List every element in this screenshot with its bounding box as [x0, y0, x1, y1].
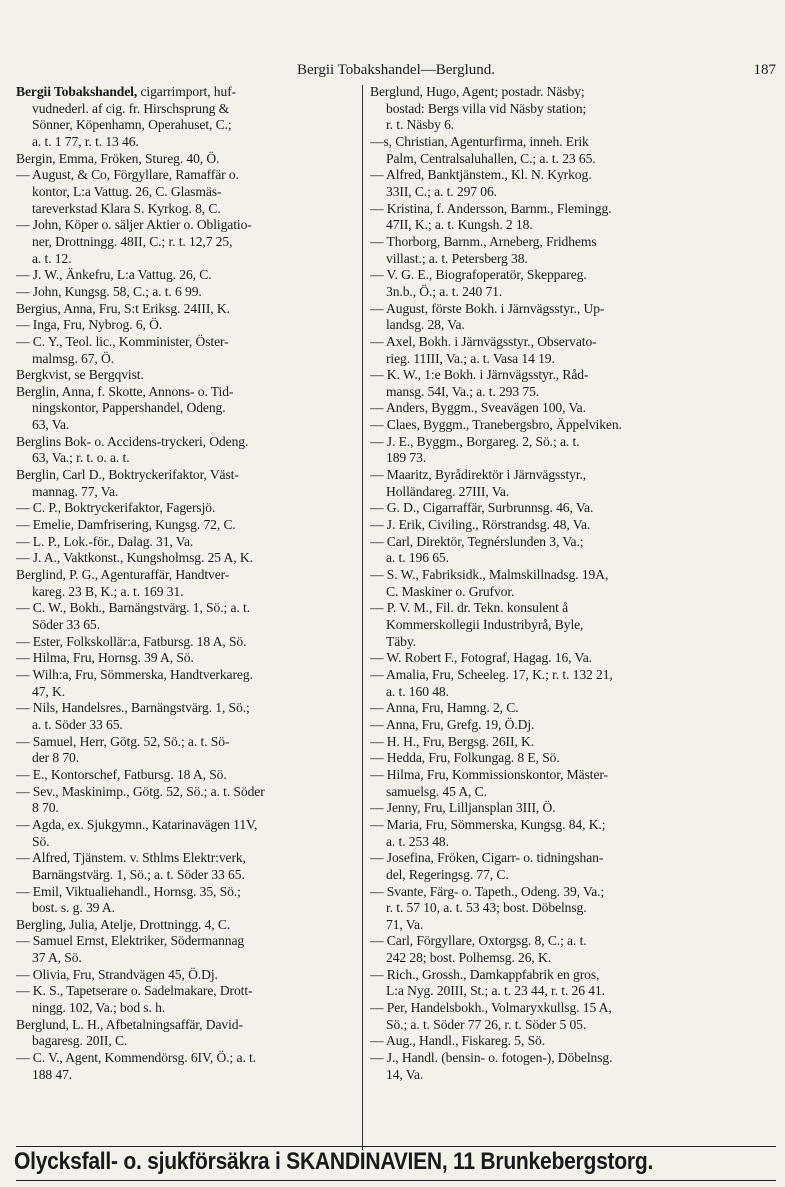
entry-line: — Per, Handelsbokh., Volmaryxkullsg. 15 A, — [370, 1000, 612, 1016]
entry-continuation-line: Söder 33 65. — [32, 617, 100, 632]
entry-line: — C. Y., Teol. lic., Komminister, Öster- — [16, 333, 229, 349]
entry-line — [16, 84, 372, 101]
entry-continuation-line: kontor, L:a Vattug. 26, C. Glasmäs- — [32, 183, 222, 199]
entry-line: — Agda, ex. Sjukgymn., Katarinavägen 11V, — [16, 816, 258, 832]
entry-continuation-line: malmsg. 67, Ö. — [32, 350, 115, 366]
entry-line: — August, & Co, Förgyllare, Ramaffär o. — [16, 167, 239, 183]
entry-line: — Axel, Bokh. i Järnvägsstyr., Observato- — [370, 333, 597, 349]
entry-continuation-line: bagaresg. 20II, C. — [32, 1033, 128, 1049]
entry-line: — J. W., Änkefru, L:a Vattug. 26, C. — [16, 267, 212, 283]
entry-line: — L. P., Lok.-för., Dalag. 31, Va. — [16, 533, 194, 549]
entry-continuation-line: Sönner, Köpenhamn, Operahuset, C.; — [32, 117, 232, 133]
entry-continuation-line: tareverkstad Klara S. Kyrkog. 8, C. — [32, 200, 221, 216]
entry-line: — K. W., 1:e Bokh. i Järnvägsstyr., Råd- — [370, 367, 589, 383]
entry-line: — Carl, Förgyllare, Oxtorgsg. 8, C.; a. t. — [370, 933, 587, 949]
entry-line: — Aug., Handl., Fiskareg. 5, Sö. — [370, 1033, 546, 1049]
entry-line: Berglin, Anna, f. Skotte, Annons- o. Tid- — [16, 383, 234, 399]
entry-line: — Rich., Grossh., Damkappfabrik en gros, — [370, 966, 600, 982]
entry-continuation-line: ningg. 102, Va.; bod s. h. — [32, 1000, 166, 1016]
entry-line: — K. S., Tapetserare o. Sadelmakare, Drott- — [16, 983, 253, 999]
entry-line: Berglin, Carl D., Boktryckerifaktor, Väst- — [16, 467, 239, 483]
entry-continuation-line: Holländareg. 27III, Va. — [386, 483, 510, 499]
entry-continuation-line: 47, K. — [32, 683, 66, 699]
entry-line: — W. Robert F., Fotograf, Hagag. 16, Va. — [370, 650, 592, 666]
entry-line: — Josefina, Fröken, Cigarr- o. tidningshan- — [370, 850, 604, 866]
entry-line: — C. W., Bokh., Barnängstvärg. 1, Sö.; a. t. — [16, 600, 250, 616]
entry-line: Berglind, P. G., Agenturaffär, Handtver- — [16, 567, 230, 583]
entry-continuation-line: r. t. Näsby 6. — [386, 117, 455, 133]
entry-line: — Hedda, Fru, Folkungag. 8 E, Sö. — [370, 750, 560, 766]
entry-continuation-line: Palm, Centralsaluhallen, C.; a. t. 23 65. — [386, 150, 596, 166]
entry-line: — Inga, Fru, Nybrog. 6, Ö. — [16, 317, 163, 333]
entry-line: — V. G. E., Biografoperatör, Skeppareg. — [370, 267, 587, 283]
entry-continuation-line: ner, Drottningg. 48II, C.; r. t. 12,7 25, — [32, 233, 233, 249]
entry-line: — Alfred, Banktjänstem., Kl. N. Kyrkog. — [370, 167, 592, 183]
entry-line: — Anna, Fru, Hamng. 2, C. — [370, 700, 519, 716]
entry-continuation-line: L:a Nyg. 20III, St.; a. t. 23 44, r. t. 26 41. — [386, 983, 605, 999]
entry-line: — Svante, Färg- o. Tapeth., Odeng. 39, Va.; — [370, 883, 605, 899]
entry-line: Bergling, Julia, Atelje, Drottningg. 4, C. — [16, 916, 231, 932]
entry-continuation-line: bostad: Bergs villa vid Näsby station; — [386, 100, 587, 116]
entry-line: — Emelie, Damfrisering, Kungsg. 72, C. — [16, 517, 236, 533]
entry-continuation-line: 47II, K.; a. t. Kungsh. 2 18. — [386, 217, 533, 233]
entry-line: — Claes, Byggm., Tranebergsbro, Äppelviken. — [370, 417, 622, 433]
entry-continuation-line: samuelsg. 45 A, C. — [386, 783, 487, 799]
entry-continuation-line: 63, Va.; r. t. o. a. t. — [32, 450, 130, 466]
entry-continuation-line: 37 A, Sö. — [32, 950, 82, 966]
entry-continuation-line: 189 73. — [386, 450, 427, 466]
footer-rule-top — [16, 1146, 776, 1147]
entry-line: — H. H., Fru, Bergsg. 26II, K. — [370, 733, 535, 749]
entry-line: — John, Köper o. säljer Aktier o. Obligatio- — [16, 217, 252, 233]
entry-continuation-line: mansg. 54I, Va.; a. t. 293 75. — [386, 383, 540, 399]
entry-line: — J. E., Byggm., Borgareg. 2, Sö.; a. t. — [370, 433, 580, 449]
entry-line: — Ester, Folkskollär:a, Fatbursg. 18 A, Sö. — [16, 633, 247, 649]
entry-line: Bergkvist, se Bergqvist. — [16, 367, 144, 383]
entry-continuation-line: Barnängstvärg. 1, Sö.; a. t. Söder 33 65. — [32, 866, 245, 882]
entry-continuation-line: a. t. 196 65. — [386, 550, 449, 566]
entry-continuation-line: Sö.; a. t. Söder 77 26, r. t. Söder 5 05. — [386, 1016, 587, 1032]
entry-line: — Nils, Handelsres., Barnängstvärg. 1, Sö.; — [16, 700, 250, 716]
entry-continuation-line: Sö. — [32, 833, 50, 849]
entry-continuation-line: C. Maskiner o. Grufvor. — [386, 583, 515, 599]
entry-continuation-line: bost. s. g. 39 A. — [32, 900, 115, 916]
right-column — [370, 84, 768, 1083]
entry-continuation-line: r. t. 57 10, a. t. 53 43; bost. Döbelnsg. — [386, 900, 587, 916]
page-header — [16, 62, 776, 86]
footer-advertisement: Olycksfall- o. sjukförsäkra i SKANDINAVIEN, 11 Brunkebergstorg. — [14, 1148, 654, 1175]
entry-line: — C. V., Agent, Kommendörsg. 6IV, Ö.; a. t. — [16, 1050, 257, 1066]
entry-continuation-line: 33II, C.; a. t. 297 06. — [386, 183, 497, 199]
entry-line: — P. V. M., Fil. dr. Tekn. konsulent å — [370, 600, 569, 616]
left-column — [16, 84, 372, 1083]
entry-line: — J. Erik, Civiling., Rörstrandsg. 48, Va. — [370, 517, 591, 533]
running-head: Bergii Tobakshandel—Berglund. — [296, 62, 496, 78]
entry-continuation-line: kareg. 23 B, K.; a. t. 169 31. — [32, 583, 184, 599]
entry-line: Berglins Bok- o. Accidens-tryckeri, Odeng. — [16, 433, 249, 449]
entry-continuation-line: a. t. 160 48. — [386, 683, 449, 699]
entry-name: Bergii Tobakshandel, — [16, 84, 138, 99]
entry-line: — Hilma, Fru, Kommissionskontor, Mäster- — [370, 766, 608, 782]
entry-continuation-line: 14, Va. — [386, 1066, 424, 1082]
entry-continuation-line: Täby. — [386, 633, 416, 649]
footer-rule-bottom — [16, 1180, 776, 1181]
entry-line: — Amalia, Fru, Scheeleg. 17, K.; r. t. 132 21, — [370, 666, 613, 682]
entry-line: Bergius, Anna, Fru, S:t Eriksg. 24III, K. — [16, 300, 230, 316]
entry-line: — August, förste Bokh. i Järnvägsstyr., Up- — [370, 300, 605, 316]
entry-line: — Olivia, Fru, Strandvägen 45, Ö.Dj. — [16, 966, 218, 982]
column-divider — [362, 85, 363, 1150]
entry-line: — Samuel Ernst, Elektriker, Södermannag — [16, 933, 245, 949]
entry-continuation-line: a. t. 253 48. — [386, 833, 449, 849]
entry-line: — J., Handl. (bensin- o. fotogen-), Döbelnsg. — [370, 1050, 613, 1066]
entry-line: — Anna, Fru, Grefg. 19, Ö.Dj. — [370, 716, 535, 732]
entry-continuation-line: 71, Va. — [386, 916, 424, 932]
entry-line: — Sev., Maskinimp., Götg. 52, Sö.; a. t. Söder — [16, 783, 265, 799]
entry-line: Berglund, Hugo, Agent; postadr. Näsby; — [370, 84, 585, 99]
entry-continuation-line: 242 28; bost. Polhemsg. 26, K. — [386, 950, 552, 966]
entry-line: — John, Kungsg. 58, C.; a. t. 6 99. — [16, 283, 202, 299]
entry-line: — E., Kontorschef, Fatbursg. 18 A, Sö. — [16, 766, 227, 782]
entry-continuation-line: a. t. Söder 33 65. — [32, 716, 123, 732]
entry-line: — Hilma, Fru, Hornsg. 39 A, Sö. — [16, 650, 194, 666]
entry-continuation-line: vudnederl. af cig. fr. Hirschsprung & — [32, 100, 230, 116]
entry-line: — C. P., Boktryckerifaktor, Fagersjö. — [16, 500, 216, 516]
entry-line: — S. W., Fabriksidk., Malmskillnadsg. 19A, — [370, 567, 609, 583]
entry-continuation-line: Kommerskollegii Industribyrå, Byle, — [386, 617, 584, 632]
entry-line: — Thorborg, Barnm., Arneberg, Fridhems — [370, 233, 597, 249]
entry-continuation-line: 188 47. — [32, 1066, 73, 1082]
entry-line: — Jenny, Fru, Lilljansplan 3III, Ö. — [370, 800, 556, 816]
entry-continuation-line: a. t. 1 77, r. t. 13 46. — [32, 133, 139, 149]
entry-continuation-line: der 8 70. — [32, 750, 80, 766]
entry-line: — Carl, Direktör, Tegnérslunden 3, Va.; — [370, 533, 584, 549]
entry-continuation-line: a. t. 12. — [32, 250, 72, 266]
entry-continuation-line: mannag. 77, Va. — [32, 483, 119, 499]
entry-line: — J. A., Vaktkonst., Kungsholmsg. 25 A, K. — [16, 550, 253, 566]
entry-line: — Wilh:a, Fru, Sömmerska, Handtverkareg. — [16, 666, 253, 682]
entry-continuation-line: 3n.b., Ö.; a. t. 240 71. — [386, 283, 503, 299]
entry-line: — Emil, Viktualiehandl., Hornsg. 35, Sö.; — [16, 883, 241, 899]
entry-line: —s, Christian, Agenturfirma, inneh. Erik — [370, 133, 589, 149]
entry-continuation-line: ningskontor, Pappershandel, Odeng. — [32, 400, 226, 416]
entry-line: — Alfred, Tjänstem. v. Sthlms Elektr:verk, — [16, 850, 246, 866]
entry-line: — Kristina, f. Andersson, Barnm., Flemingg. — [370, 200, 612, 216]
entry-line: — Maaritz, Byrådirektör i Järnvägsstyr., — [370, 467, 587, 483]
entry-line: — Anders, Byggm., Sveavägen 100, Va. — [370, 400, 586, 416]
entry-continuation-line: 8 70. — [32, 800, 59, 816]
entry-line: — G. D., Cigarraffär, Surbrunnsg. 46, Va. — [370, 500, 594, 516]
entry-line: Bergin, Emma, Fröken, Stureg. 40, Ö. — [16, 150, 220, 166]
entry-continuation-line: 63, Va. — [32, 417, 70, 433]
entry-line: — Maria, Fru, Sömmerska, Kungsg. 84, K.; — [370, 816, 606, 832]
entry-continuation-line: villast.; a. t. Petersberg 38. — [386, 250, 528, 266]
page-number: 187 — [753, 62, 776, 78]
entry-line: Berglund, L. H., Afbetalningsaffär, David- — [16, 1016, 243, 1032]
entry-continuation-line: del, Regeringsg. 77, C. — [386, 866, 509, 882]
entry-rest: cigarrimport, huf- — [137, 84, 237, 99]
entry-continuation-line: landsg. 28, Va. — [386, 317, 465, 333]
entry-continuation-line: rieg. 11III, Va.; a. t. Vasa 14 19. — [386, 350, 555, 366]
entry-line: — Samuel, Herr, Götg. 52, Sö.; a. t. Sö- — [16, 733, 230, 749]
